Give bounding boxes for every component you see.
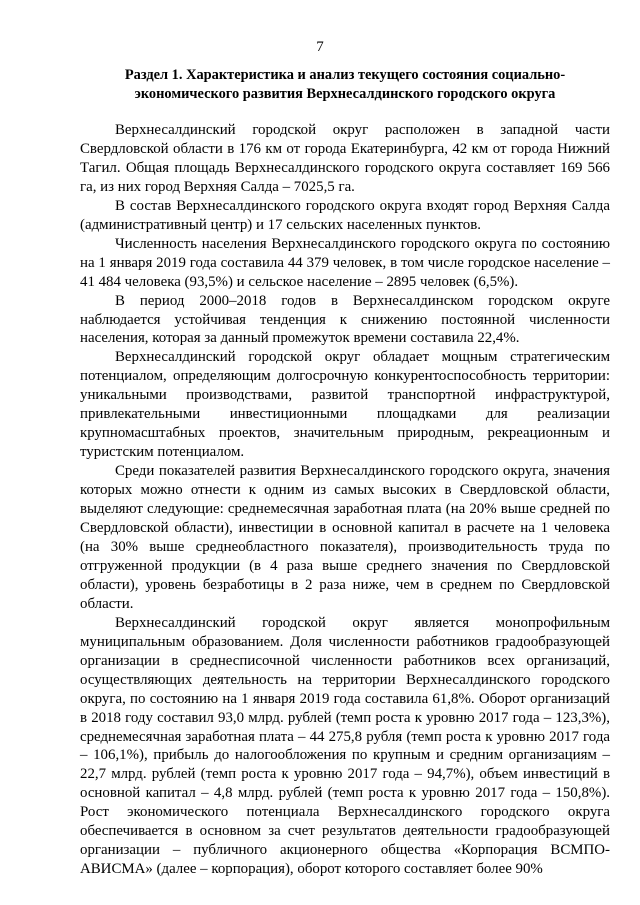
section-heading-line-2: экономического развития Верхнесалдинского городского округа (134, 86, 556, 102)
section-heading-line-1: Раздел 1. Характеристика и анализ текущего состояния социально- (124, 67, 566, 83)
paragraph-composition: В состав Верхнесалдинского городского округа входят город Верхняя Салда (административный центр) и 17 сельских населенных пунктов. (80, 197, 610, 233)
paragraph-location: Верхнесалдинский городской округ расположен в западной части Свердловской области в 176 км от города Екатеринбурга, 42 км от города Нижний Тагил. Общая площадь Верхнесалдинского городского округа составляет 169 566 га, из них город Верхняя Салда – 7025,5 га. (80, 122, 610, 195)
body-text (80, 121, 610, 879)
paragraph-population: Численность населения Верхнесалдинского городского округа по состоянию на 1 января 2019 года составила 44 379 человек, в том числе городское население – 41 484 человека (93,5%) и сельское население – 2895 человек (6,5%). (80, 235, 610, 290)
paragraph-strategic-potential: Верхнесалдинский городской округ обладает мощным стратегическим потенциалом, определяющим долгосрочную конкурентоспособность территории: уникальными производствами, развитой транспортной инфраструктурой, привлекательными инвестиционными площадками для реализации крупномасштабных проектов, значительным природным, рекреационным и туристским потенциалом. (80, 349, 610, 461)
paragraph-development-indicators: Среди показателей развития Верхнесалдинского городского округа, значения которых можно отнести к одним из самых высоких в Свердловской области, выделяют следующие: среднемесячная заработная плата (на 20% выше средней по Свердловской области), инвестиции в основной капитал в расчете на 1 человека (на 30% выше среднеобластного показателя), производительность труда по отгруженной продукции (в 4 раза выше среднего значения по Свердловской области), уровень безработицы в 2 раза ниже, чем в среднем по Свердловской области. (80, 463, 610, 612)
paragraph-monoprofile-economy: Верхнесалдинский городской округ является монопрофильным муниципальным образованием. Доля численности работников градообразующей организации в среднесписочной численности работников всех организаций, осуществляющих деятельность на территории Верхнесалдинского городского округа, по состоянию на 1 января 2019 года составила 61,8%. Оборот организаций в 2018 году составил 93,0 млрд. рублей (темп роста к уровню 2017 года – 123,3%), среднемесячная заработная плата – 44 275,8 рубля (темп роста к уровню 2017 года – 106,1%), прибыль до налогообложения по крупным и средним организациям – 22,7 млрд. рублей (темп роста к уровню 2017 года – 94,7%), объем инвестиций в основной капитал – 4,8 млрд. рублей (темп роста к уровню 2017 года – 150,8%). Рост экономического потенциала Верхнесалдинского городского округа обеспечивается в основном за счет результатов деятельности градообразующей организации – публичного акционерного общества «Корпорация ВСМПО-АВИСМА» (далее – корпорация), оборот которого составляет более 90% (80, 614, 610, 878)
section-heading (80, 66, 610, 104)
page-number: 7 (316, 39, 324, 55)
paragraph-population-trend: В период 2000–2018 годов в Верхнесалдинском городском округе наблюдается устойчивая тенденция к снижению постоянной численности населения, которая за данный промежуток времени составила 22,4%. (80, 292, 610, 347)
